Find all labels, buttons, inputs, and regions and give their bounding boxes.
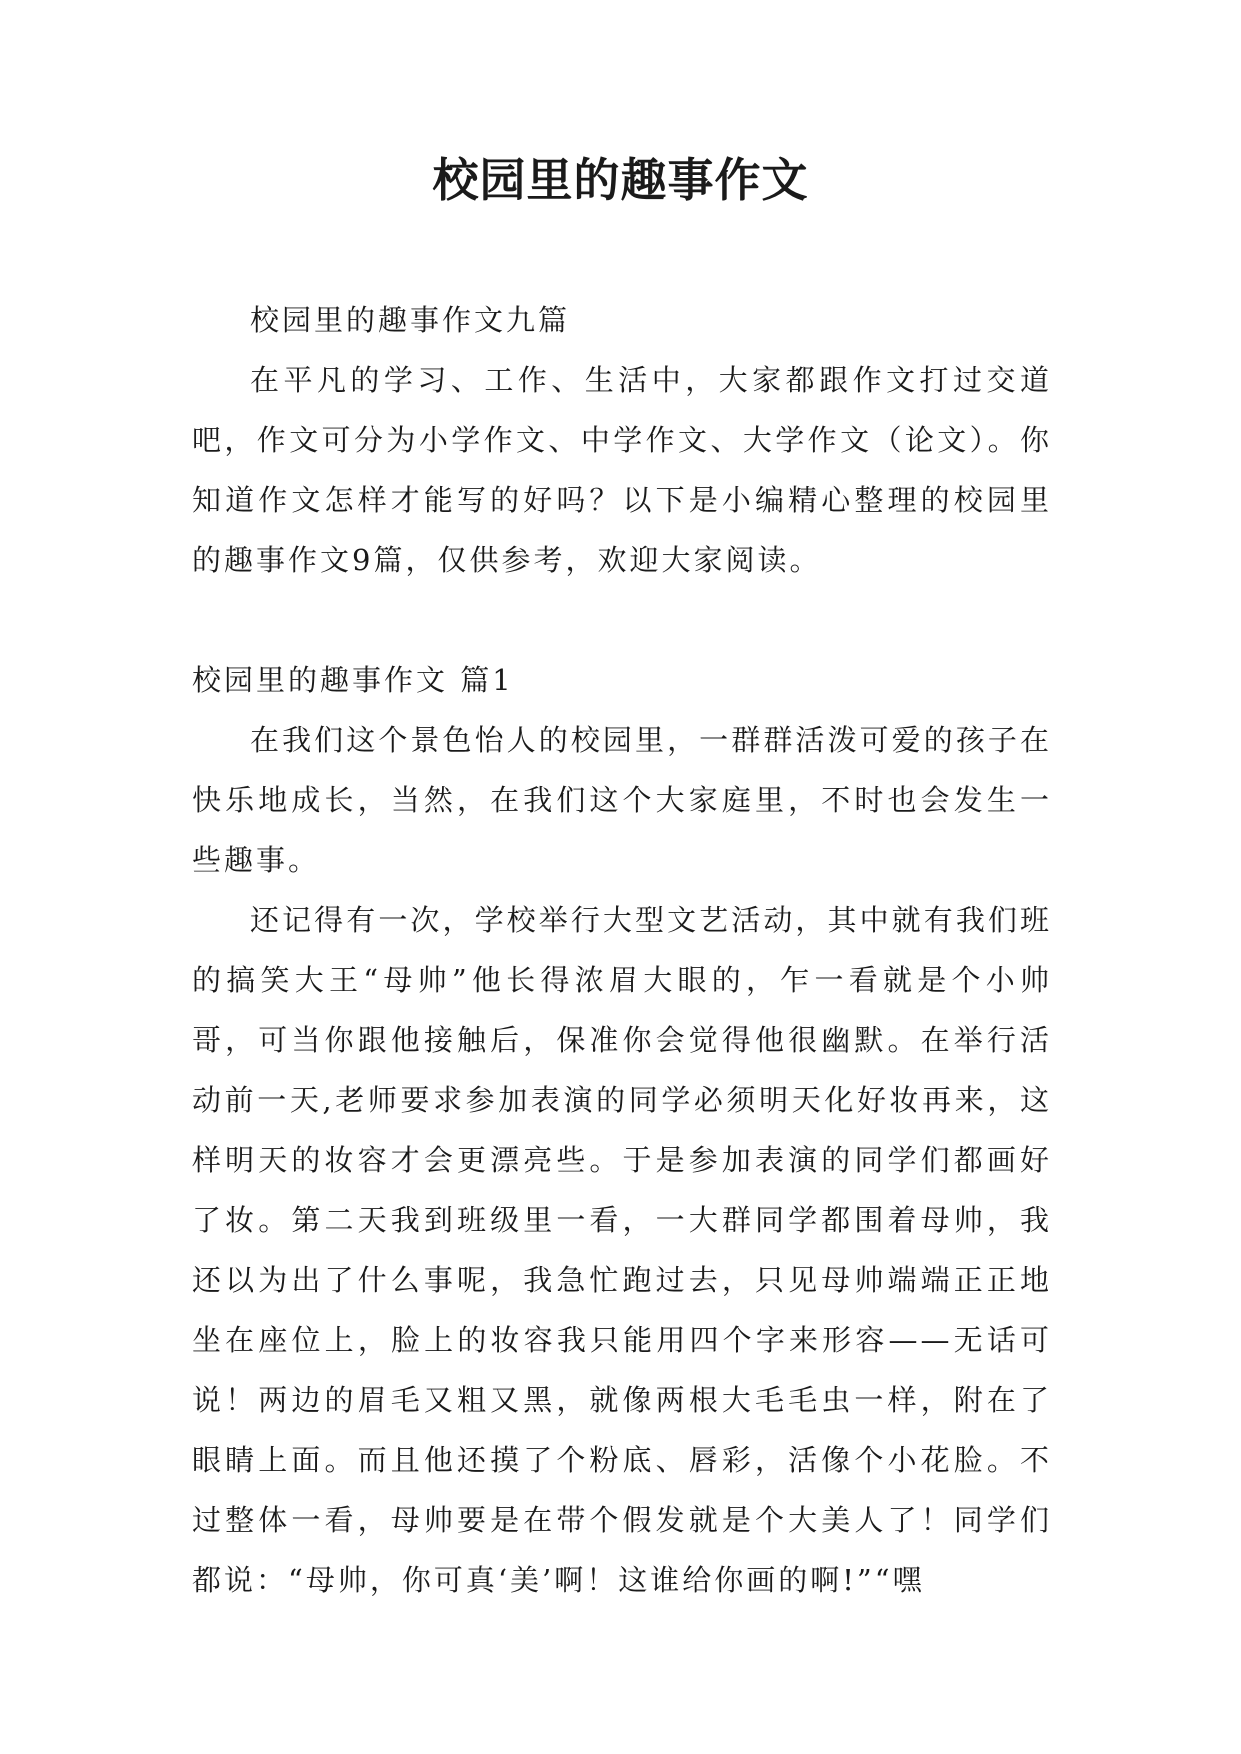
- body-paragraph-1: 在我们这个景色怡人的校园里，一群群活泼可爱的孩子在快乐地成长，当然，在我们这个大家庭里，不时也会发生一些趣事。: [192, 723, 1052, 877]
- intro-paragraph: 在平凡的学习、工作、生活中，大家都跟作文打过交道吧，作文可分为小学作文、中学作文、大学作文（论文）。你知道作文怎样才能写的好吗？以下是小编精心整理的校园里的趣事作文9篇，仅供参考，欢迎大家阅读。: [192, 363, 1052, 577]
- section-gap: [192, 590, 1052, 650]
- document-title: 校园里的趣事作文: [432, 153, 809, 207]
- body-paragraph-2: 还记得有一次，学校举行大型文艺活动，其中就有我们班的搞笑大王“母帅”他长得浓眉大眼的，乍一看就是个小帅哥，可当你跟他接触后，保准你会觉得他很幽默。在举行活动前一天,老师要求参加表演的同学必须明天化好妆再来，这样明天的妆容才会更漂亮些。于是参加表演的同学们都画好了妆。第二天我到班级里一看，一大群同学都围着母帅，我还以为出了什么事呢，我急忙跑过去，只见母帅端端正正地坐在座位上，脸上的妆容我只能用四个字来形容——无话可说！两边的眉毛又粗又黑，就像两根大毛毛虫一样，附在了眼睛上面。而且他还摸了个粉底、唇彩，活像个小花脸。不过整体一看，母帅要是在带个假发就是个大美人了！同学们都说：“母帅，你可真‘美’啊！这谁给你画的啊!”“嘿: [192, 903, 1052, 1597]
- subtitle-paragraph: 校园里的趣事作文九篇: [250, 303, 571, 337]
- document-body: [192, 290, 1052, 1610]
- section-heading: 校园里的趣事作文 篇1: [192, 663, 514, 697]
